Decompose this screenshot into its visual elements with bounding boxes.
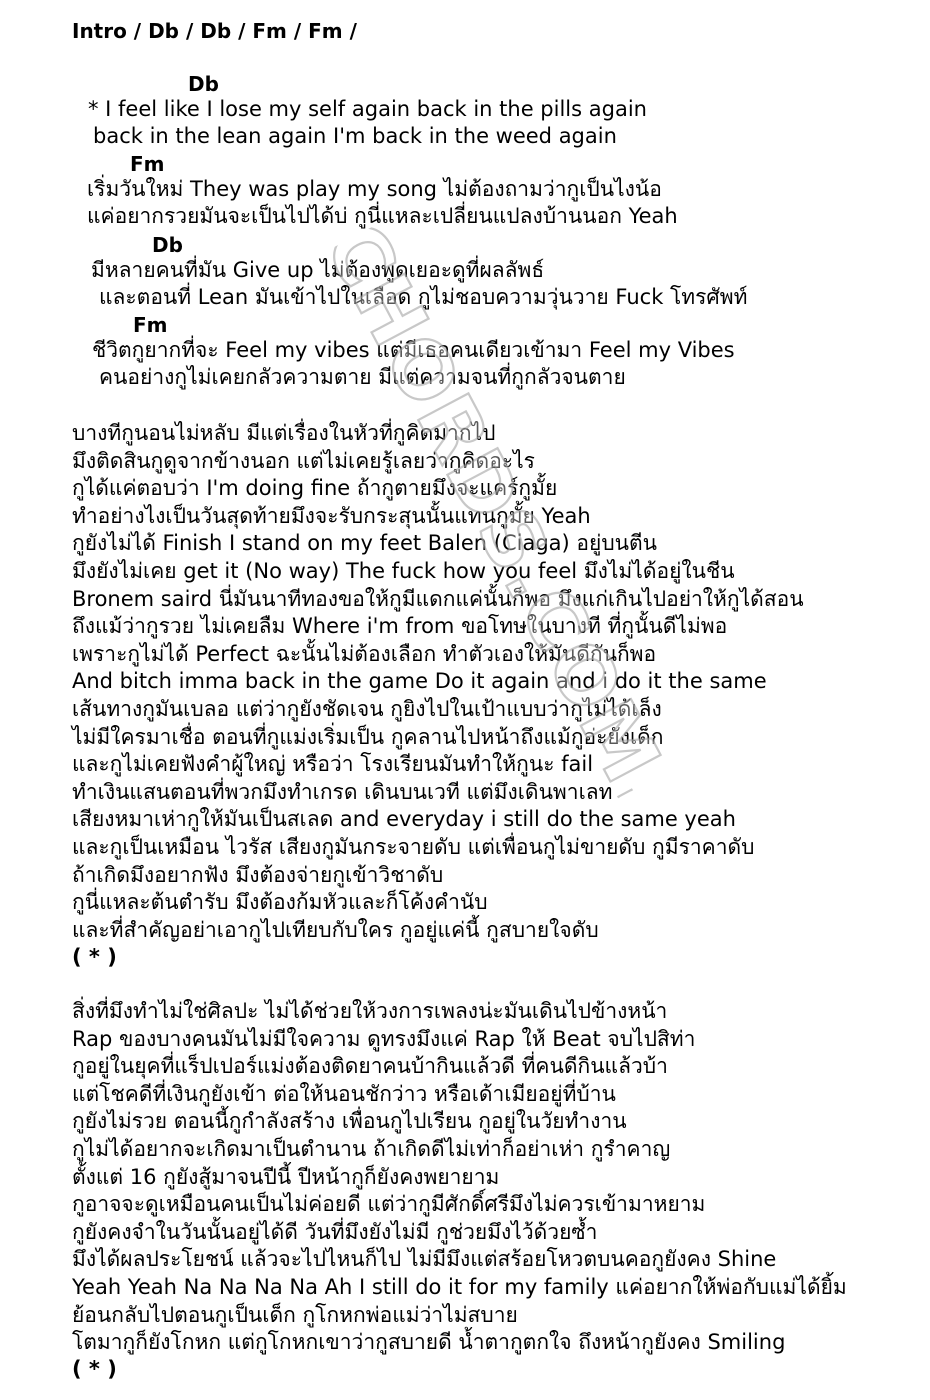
lyric-line: Yeah Yeah Na Na Na Na Ah I still do it for my family แค่อยากให้พ่อกับแม่ได้ยิ้ม — [72, 1275, 847, 1299]
lyric-line: Bronem saird นี่มันนาทีทองขอให้กูมีแดกแค่นั้นก็พอ มึงแก่เกินไปอย่าให้กูได้สอน — [72, 587, 804, 611]
chord-db: Db — [188, 72, 219, 96]
lyric-line: กูยังคงจำในวันนั้นอยู่ได้ดี วันที่มึงยังไม่มี กูช่วยมึงไว้ด้วยซ้ำ — [72, 1220, 598, 1244]
lyric-line: Rap ของบางคนมันไม่มีใจความ ดูทรงมึงแค่ Rap ให้ Beat จบไปสิท่า — [72, 1027, 696, 1051]
lyric-line: มึงได้ผลประโยชน์ แล้วจะไปไหนก็ไป ไม่มีมึงแต่สร้อยโหวตบนคอกูยังคง Shine — [72, 1247, 777, 1271]
lyric-line: ถึงแม้ว่ากูรวย ไม่เคยลืม Where i'm from ขอโทษในบางที ที่กูนั้นดีไม่พอ — [72, 614, 728, 638]
lyric-line: คนอย่างกูไม่เคยกลัวความตาย มีแต่ความจนที่กูกลัวจนตาย — [99, 365, 626, 389]
lyric-line: เส้นทางกูมันเบลอ แต่ว่ากูยังชัดเจน กูยิงไปในเป้าแบบว่ากูไม่ได้เล็ง — [72, 697, 662, 721]
lyric-line: มีหลายคนที่มัน Give up ไม่ต้องพูดเยอะดูที่ผลลัพธ์ — [91, 258, 545, 282]
lyric-line: ทำเงินแสนตอนที่พวกมึงทำเกรด เดินบนเวที แต่มึงเดินพาเลท — [72, 780, 613, 804]
lyric-line: กูยังไม่รวย ตอนนี้กูกำลังสร้าง เพื่อนกูไปเรียน กูอยู่ในวัยทำงาน — [72, 1109, 627, 1133]
lyric-line: ย้อนกลับไปตอนกูเป็นเด็ก กูโกหกพ่อแม่ว่าไม่สบาย — [72, 1303, 518, 1327]
lyric-line: และกูเป็นเหมือน ไวรัส เสียงกูมันกระจายดับ แต่เพื่อนกูไม่ขายดับ กูมีราคาดับ — [72, 835, 755, 859]
svg-text:DOCHORDS.COM.TH: DOCHORDS.COM.TH — [292, 203, 708, 817]
lyric-line: ตั้งแต่ 16 กูยังสู้มาจนปีนี้ ปีหน้ากูก็ยังคงพยายาม — [72, 1165, 500, 1189]
chorus-repeat-marker: ( * ) — [72, 1357, 117, 1381]
lyric-line: back in the lean again I'm back in the weed again — [93, 124, 617, 148]
lyric-line: กูอยู่ในยุคที่แร็ปเปอร์แม่งต้องติดยาคนบ้ากินแล้วดี ที่คนดีกินแล้วบ้า — [72, 1054, 668, 1078]
lyric-line: เสียงหมาเห่ากูให้มันเป็นสเลด and everyday i still do the same yeah — [72, 807, 736, 831]
chord-fm: Fm — [133, 313, 168, 337]
lyric-line: มึงยังไม่เคย get it (No way) The fuck how you feel มึงไม่ได้อยู่ในชีน — [72, 559, 735, 583]
lyric-line: และที่สำคัญอย่าเอากูไปเทียบกับใคร กูอยู่แค่นี้ กูสบายใจดับ — [72, 918, 599, 942]
lyric-line: เริ่มวันใหม่ They was play my song ไม่ต้องถามว่ากูเป็นไงน้อ — [87, 177, 662, 201]
lyric-line: เพราะกูไม่ได้ Perfect ฉะนั้นไม่ต้องเลือก ทำตัวเองให้มันดีกันก็พอ — [72, 642, 657, 666]
lyric-line: กูไม่ได้อยากจะเกิดมาเป็นตำนาน ถ้าเกิดดีไม่เท่าก็อย่าเห่า กูรำคาญ — [72, 1137, 671, 1161]
lyric-line: And bitch imma back in the game Do it again and i do it the same — [72, 669, 767, 693]
lyric-line: โตมากูก็ยังโกหก แต่กูโกหกเขาว่ากูสบายดี น้ำตากูตกใจ ถึงหน้ากูยังคง Smiling — [72, 1330, 786, 1354]
lyric-line: ทำอย่างไงเป็นวันสุดท้ายมึงจะรับกระสุนนั้นแทนกูมั้ย Yeah — [72, 504, 591, 528]
lyric-line: ไม่มีใครมาเชื่อ ตอนที่กูแม่งเริ่มเป็น กูคลานไปหน้าถึงแม้กูอ่ะยังเด็ก — [72, 725, 664, 749]
lyric-line: กูนี่แหละต้นตำรับ มึงต้องก้มหัวและก็โค้งคำนับ — [72, 890, 488, 914]
lyric-line: * I feel like I lose my self again back in the pills again — [88, 97, 647, 121]
lyric-line: ถ้าเกิดมึงอยากฟัง มึงต้องจ่ายกูเข้าวิชาดับ — [72, 863, 444, 887]
lyric-line: แต่โชคดีที่เงินกูยังเข้า ต่อให้นอนชักว่าว หรือเด้าเมียอยู่ที่บ้าน — [72, 1082, 616, 1106]
lyric-line: แค่อยากรวยมันจะเป็นไปได้บ่ กูนี่แหละเปลี่ยนแปลงบ้านนอก Yeah — [87, 204, 678, 228]
lyric-line: บางทีกูนอนไม่หลับ มีแต่เรื่องในหัวที่กูคิดมากไป — [72, 421, 496, 445]
lyric-line: สิ่งที่มึงทำไม่ใช่ศิลปะ ไม่ได้ช่วยให้วงการเพลงน่ะมันเดินไปข้างหน้า — [72, 999, 668, 1023]
intro-chord-line: Intro / Db / Db / Fm / Fm / — [72, 19, 357, 43]
chord-fm: Fm — [130, 152, 165, 176]
chord-db: Db — [152, 233, 183, 257]
chorus-repeat-marker: ( * ) — [72, 945, 117, 969]
lyric-line: กูได้แค่ตอบว่า I'm doing fine ถ้ากูตายมึงจะแคร์กูมั้ย — [72, 476, 558, 500]
lyric-line: และกูไม่เคยฟังคำผู้ใหญ่ หรือว่า โรงเรียนมันทำให้กูนะ fail — [72, 752, 594, 776]
lyric-line: กูอาจจะดูเหมือนคนเป็นไม่ค่อยดี แต่ว่ากูมีศักดิ์ศรีมึงไม่ควรเข้ามาหยาม — [72, 1192, 706, 1216]
lyric-line: กูยังไม่ได้ Finish I stand on my feet Balen (Ciaga) อยู่บนตีน — [72, 531, 658, 555]
lyric-line: ชีวิตกูยากที่จะ Feel my vibes แต่มีเธอคนเดียวเข้ามา Feel my Vibes — [92, 338, 735, 362]
lyric-line: และตอนที่ Lean มันเข้าไปในเลือด กูไม่ชอบความวุ่นวาย Fuck โทรศัพท์ — [99, 285, 748, 309]
lyric-line: มึงติดสินกูดูจากข้างนอก แต่ไม่เคยรู้เลยว่ากูคิดอะไร — [72, 449, 535, 473]
